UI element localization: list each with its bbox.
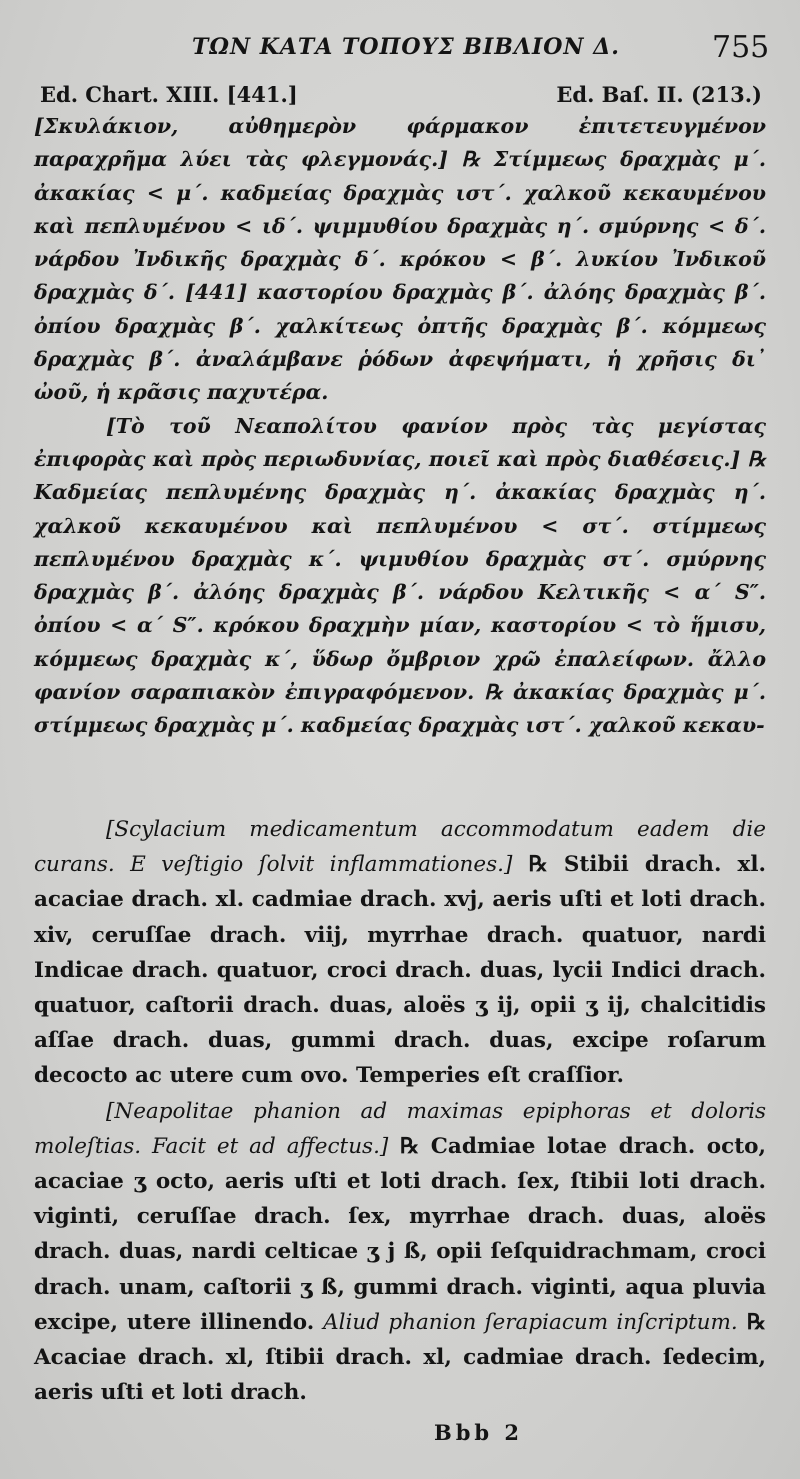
edition-chartier: Ed. Chart. XIII. [441.] [40, 82, 298, 107]
latin-body: ℞ Acaciae drach. xl, ſtibii drach. xl, cadmiae drach. ſedecim, aeris uſti et loti drach. [34, 1309, 766, 1406]
latin-paragraph [34, 1094, 766, 1411]
signature-mark: Bbb 2 [434, 1420, 524, 1445]
greek-text-block [34, 110, 766, 743]
latin-heading: [Scylacium medicamentum accommodatum eadem die curans. E veſtigio ſolvit inflammationes.] [34, 817, 766, 878]
page-number: 755 [712, 30, 770, 65]
page-header [0, 30, 800, 70]
latin-subheading: Aliud phanion ſerapiacum inſcriptum. [323, 1309, 738, 1335]
running-title: ΤΩΝ ΚΑΤΑ ΤΟΠΟΥΣ ΒΙΒΛΙΟΝ Δ. [192, 34, 620, 60]
latin-body: ℞ Cadmiae lotae drach. octo, acaciae ʒ octo, aeris uſti et loti drach. ſex, ſtibii loti drach. viginti, ceruſſae drach. ſex, myrrhae drach. duas, aloës drach. duas, nardi celticae ʒ j ß, opii ſeſquidrachmam, croci drach. unam, caſtorii ʒ ß, gummi drach. viginti, aqua pluvia excipe, utere illinendo. [34, 1133, 766, 1335]
greek-paragraph: [Τὸ τοῦ Νεαπολίτου φανίον πρὸς τὰς μεγίστας ἐπιφορὰς καὶ πρὸς περιωδυνίας, ποιεῖ καὶ πρὸς διαθέσεις.] ℞ Καδμείας πεπλυμένης δραχμὰς η΄. ἀκακίας δραχμὰς η΄. χαλκοῦ κεκαυμένου καὶ πεπλυμένου < στ΄. στίμμεως πεπλυμένου δραχμὰς κ΄. ψιμυθίου δραχμὰς στ΄. σμύρνης δραχμὰς β΄. ἀλόης δραχμὰς β΄. νάρδου Κελτικῆς < α΄ S″. ὀπίου < α΄ S″. κρόκου δραχμὴν μίαν, καστορίου < τὸ ἥμισυ, κόμμεως δραχμὰς κ΄, ὕδωρ ὄμβριον χρῶ ἐπαλείφων. ἄλλο φανίον σαραπιακὸν ἐπιγραφόμενον. ℞ ἀκακίας δραχμὰς μ΄. στίμμεως δραχμὰς μ΄. καδμείας δραχμὰς ιστ΄. χαλκοῦ κεκαυ- [34, 413, 766, 738]
latin-heading: [Neapolitae phanion ad maximas epiphoras et doloris moleſtias. Facit et ad affectus.] [34, 1098, 766, 1159]
greek-paragraph: [Σκυλάκιον, αὐθημερὸν φάρμακον ἐπιτετευγμένον παραχρῆμα λύει τὰς φλεγμονάς.] ℞ Στίμμεως δραχμὰς μ΄. ἀκακίας < μ΄. καδμείας δραχμὰς ιστ΄. χαλκοῦ κεκαυμένου καὶ πεπλυμένου < ιδ΄. ψιμμυθίου δραχμὰς η΄. σμύρνης < δ΄. νάρδου Ἰνδικῆς δραχμὰς δ΄. κρόκου < β΄. λυκίου Ἰνδικοῦ δραχμὰς δ΄. [441] καστορίου δραχμὰς β΄. ἀλόης δραχμὰς β΄. ὀπίου δραχμὰς β΄. χαλκίτεως ὀπτῆς δραχμὰς β΄. κόμμεως δραχμὰς β΄. ἀναλάμβανε ῥόδων ἀφεψήματι, ἡ χρῆσις δι᾽ ὠοῦ, ἡ κρᾶσις παχυτέρα. [34, 114, 766, 405]
latin-translation-block [34, 812, 766, 1410]
edition-basel: Ed. Baſ. II. (213.) [556, 82, 762, 107]
edition-reference-line [40, 82, 762, 110]
latin-paragraph [34, 812, 766, 1094]
latin-body: ℞ Stibii drach. xl. acaciae drach. xl. cadmiae drach. xvj, aeris uſti et loti drach. xiv, ceruſſae drach. viij, myrrhae drach. quatuor, nardi Indicae drach. quatuor, croci drach. duas, lycii Indici drach. quatuor, caſtorii drach. duas, aloës ʒ ij, opii ʒ ij, chalcitidis aſſae drach. duas, gummi drach. duas, excipe roſarum decocto ac utere cum ovo. Temperies eſt craſſior. [34, 852, 766, 1089]
